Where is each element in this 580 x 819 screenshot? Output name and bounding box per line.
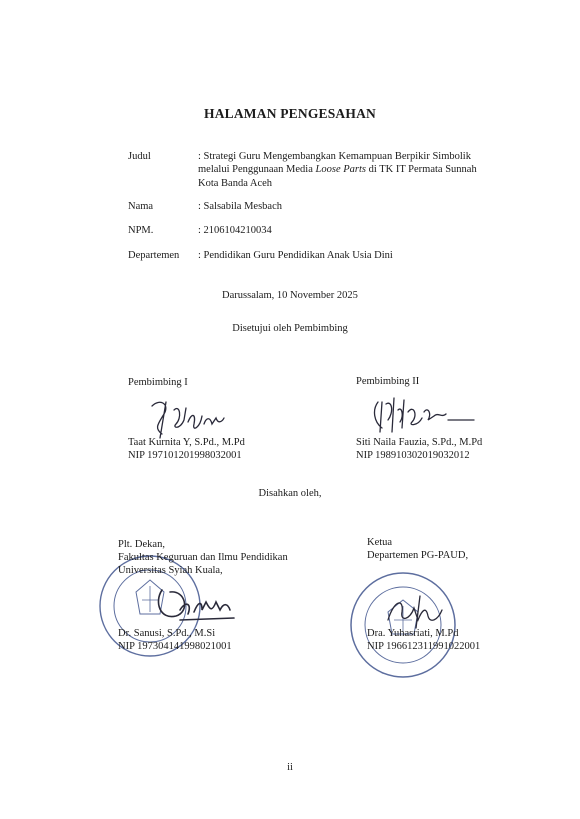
supervisor1-signature: [140, 394, 250, 440]
head-nip: NIP 196612311991022001: [367, 641, 481, 652]
dean-signature: [150, 582, 250, 626]
page-title: HALAMAN PENGESAHAN: [204, 106, 376, 121]
dean-title: Plt. Dekan,: [118, 539, 165, 550]
title-text-part1: : Strategi Guru Mengembangkan Kemampuan Berpikir Simbolik melalui Penggunaan Media: [198, 151, 471, 176]
dean-name: Dr. Sanusi, S.Pd., M.Si: [118, 628, 216, 639]
supervisor2-name: Siti Naila Fauzia, S.Pd., M.Pd: [356, 437, 483, 448]
field-label: NPM.: [128, 225, 154, 236]
head-name: Dra. Yuhasriati, M.Pd: [367, 628, 459, 639]
field-value: [198, 150, 498, 190]
head-title: Ketua: [367, 537, 393, 548]
field-value: : 2106104210034: [198, 225, 272, 236]
supervisor1-role: Pembimbing I: [128, 377, 188, 388]
field-value: : Salsabila Mesbach: [198, 201, 282, 212]
field-label: Judul: [128, 151, 151, 162]
field-label: Departemen: [128, 250, 180, 261]
page-number: ii: [287, 762, 293, 773]
title-text-italic: Loose Parts: [315, 164, 366, 176]
approved-by-heading: Disetujui oleh Pembimbing: [232, 323, 348, 334]
ratified-by-heading: Disahkan oleh,: [258, 488, 322, 499]
field-label: Nama: [128, 201, 154, 212]
supervisor2-nip: NIP 198910302019032012: [356, 450, 470, 461]
dean-faculty: Fakultas Keguruan dan Ilmu Pendidikan: [118, 552, 288, 563]
title-text-part2: di TK IT Permata Sunnah Kota Banda Aceh: [198, 164, 477, 189]
supervisor1-nip: NIP 197101201998032001: [128, 450, 242, 461]
dean-university: Universitas Syiah Kuala,: [118, 565, 223, 576]
dean-nip: NIP 197304141998021001: [118, 641, 232, 652]
place-date: Darussalam, 10 November 2025: [222, 290, 358, 301]
supervisor2-role: Pembimbing II: [356, 376, 420, 387]
supervisor1-name: Taat Kurnita Y, S.Pd., M.Pd: [128, 437, 245, 448]
field-value: : Pendidikan Guru Pendidikan Anak Usia Dini: [198, 250, 393, 261]
supervisor2-signature: [364, 392, 484, 438]
head-signature: [380, 590, 460, 630]
head-department: Departemen PG-PAUD,: [367, 550, 469, 561]
